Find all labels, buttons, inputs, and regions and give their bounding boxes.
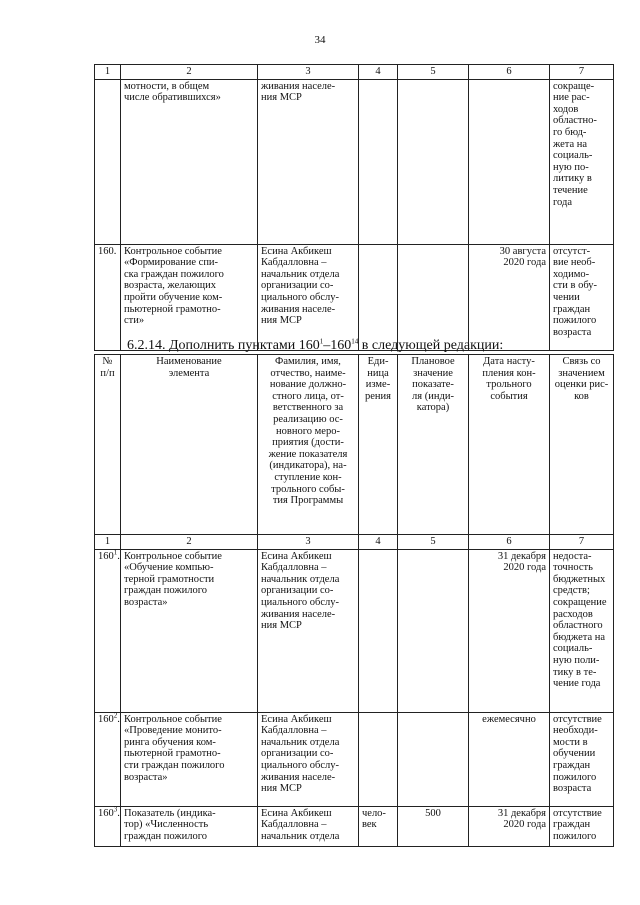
col-num-4: 4	[359, 65, 398, 80]
item-number-sup: 1	[113, 548, 118, 557]
table-row	[95, 806, 614, 846]
table-header	[95, 355, 614, 535]
table-header-numbers	[95, 535, 614, 550]
cell-value	[398, 549, 469, 712]
heading-suffix: в следующей редакции:	[358, 338, 504, 353]
table-new-items	[94, 354, 614, 847]
col-num-5: 5	[398, 535, 469, 550]
col-num-5: 5	[398, 65, 469, 80]
cell-num: $160^3$.	[95, 806, 121, 846]
col-num-1: 1	[95, 65, 121, 80]
cell-unit	[359, 244, 398, 350]
table-row	[95, 79, 614, 244]
section-heading	[127, 338, 503, 354]
col-num-7: 7	[550, 535, 614, 550]
col-num-2: 2	[121, 535, 258, 550]
col-num-7: 7	[550, 65, 614, 80]
cell-responsible: Есина Акбикеш Кабдалловна – начальник отдела организации со- циального обслу- живания населе- ния МСР	[258, 549, 359, 712]
col-num-4: 4	[359, 535, 398, 550]
cell-num: 160.	[95, 244, 121, 350]
cell-date: ежемесячно	[469, 712, 550, 806]
table-row	[95, 244, 614, 350]
cell-num	[95, 79, 121, 244]
cell-value: 500	[398, 806, 469, 846]
heading-prefix: 6.2.14. Дополнить пунктами 160	[127, 338, 320, 353]
header-risk: Связь со значением оценки рис- ков	[550, 355, 614, 535]
cell-unit	[359, 79, 398, 244]
table-row	[95, 712, 614, 806]
header-unit: Еди- ница изме- рения	[359, 355, 398, 535]
cell-unit	[359, 712, 398, 806]
item-number: 160	[98, 550, 114, 562]
cell-risk: сокраще- ние рас- ходов областно- го бюд- жета на социаль- ную по- литику в течение года	[550, 79, 614, 244]
cell-name: Контрольное событие «Формирование спи- ска граждан пожилого возраста, желающих пройти обучение ком- пьютерной грамотно- сти»	[121, 244, 258, 350]
item-number-sup: 3	[113, 805, 118, 814]
cell-date: 30 августа 2020 года	[469, 244, 550, 350]
cell-num: $160^1$.	[95, 549, 121, 712]
cell-value	[398, 244, 469, 350]
cell-value	[398, 712, 469, 806]
cell-responsible: Есина Акбикеш Кабдалловна – начальник отдела организации со- циального обслу- живания населе- ния МСР	[258, 712, 359, 806]
page-number: 34	[314, 34, 326, 46]
cell-risk: отсутст- вие необ- ходимо- сти в обу- чении граждан пожилого возраста	[550, 244, 614, 350]
cell-risk: недоста- точность бюджетных средств; сокращение расходов областного бюджета на социаль- ную поли- тику в те- чение года	[550, 549, 614, 712]
header-num: № п/п	[95, 355, 121, 535]
cell-num: $160^2$.	[95, 712, 121, 806]
cell-responsible: Есина Акбикеш Кабдалловна – начальник отдела организации со- циального обслу- живания населе- ния МСР	[258, 244, 359, 350]
header-name: Наименование элемента	[121, 355, 258, 535]
cell-unit	[359, 549, 398, 712]
table-row	[95, 549, 614, 712]
header-date: Дата насту- пления кон- трольного события	[469, 355, 550, 535]
header-responsible: Фамилия, имя, отчество, наиме- нование должно- стного лица, от- ветственного за реализацию ос- новного меро- приятия (дости- жение показателя (индикатора), на- ступление кон- трольного собы- тия Программы	[258, 355, 359, 535]
cell-date	[469, 79, 550, 244]
col-num-6: 6	[469, 535, 550, 550]
col-num-3: 3	[258, 65, 359, 80]
item-number: 160	[98, 807, 114, 819]
cell-name: Показатель (индика- тор) «Численность граждан пожилого	[121, 806, 258, 846]
cell-responsible: Есина Акбикеш Кабдалловна – начальник отдела	[258, 806, 359, 846]
header-value: Плановое значение показате- ля (инди- катора)	[398, 355, 469, 535]
cell-risk: отсутствие граждан пожилого	[550, 806, 614, 846]
heading-sup-1: 1	[319, 337, 324, 346]
col-num-1: 1	[95, 535, 121, 550]
table-header-numbers	[95, 65, 614, 80]
cell-name: Контрольное событие «Проведение монито- ринга обучения ком- пьютерной грамотно- сти граждан пожилого возраста»	[121, 712, 258, 806]
cell-name: мотности, в общем числе обратившихся»	[121, 79, 258, 244]
cell-name: Контрольное событие «Обучение компью- терной грамотности граждан пожилого возраста»	[121, 549, 258, 712]
heading-dash: –160	[323, 338, 352, 353]
cell-date: 31 декабря 2020 года	[469, 806, 550, 846]
col-num-2: 2	[121, 65, 258, 80]
item-number: 160	[98, 713, 114, 725]
cell-date: 31 декабря 2020 года	[469, 549, 550, 712]
cell-value	[398, 79, 469, 244]
table-continuation	[94, 64, 614, 351]
cell-responsible: живания населе- ния МСР	[258, 79, 359, 244]
heading-sup-2: 14	[351, 337, 359, 346]
cell-risk: отсутствие необходи- мости в обучении граждан пожилого возраста	[550, 712, 614, 806]
col-num-6: 6	[469, 65, 550, 80]
item-number-sup: 2	[113, 711, 118, 720]
cell-unit: чело- век	[359, 806, 398, 846]
col-num-3: 3	[258, 535, 359, 550]
